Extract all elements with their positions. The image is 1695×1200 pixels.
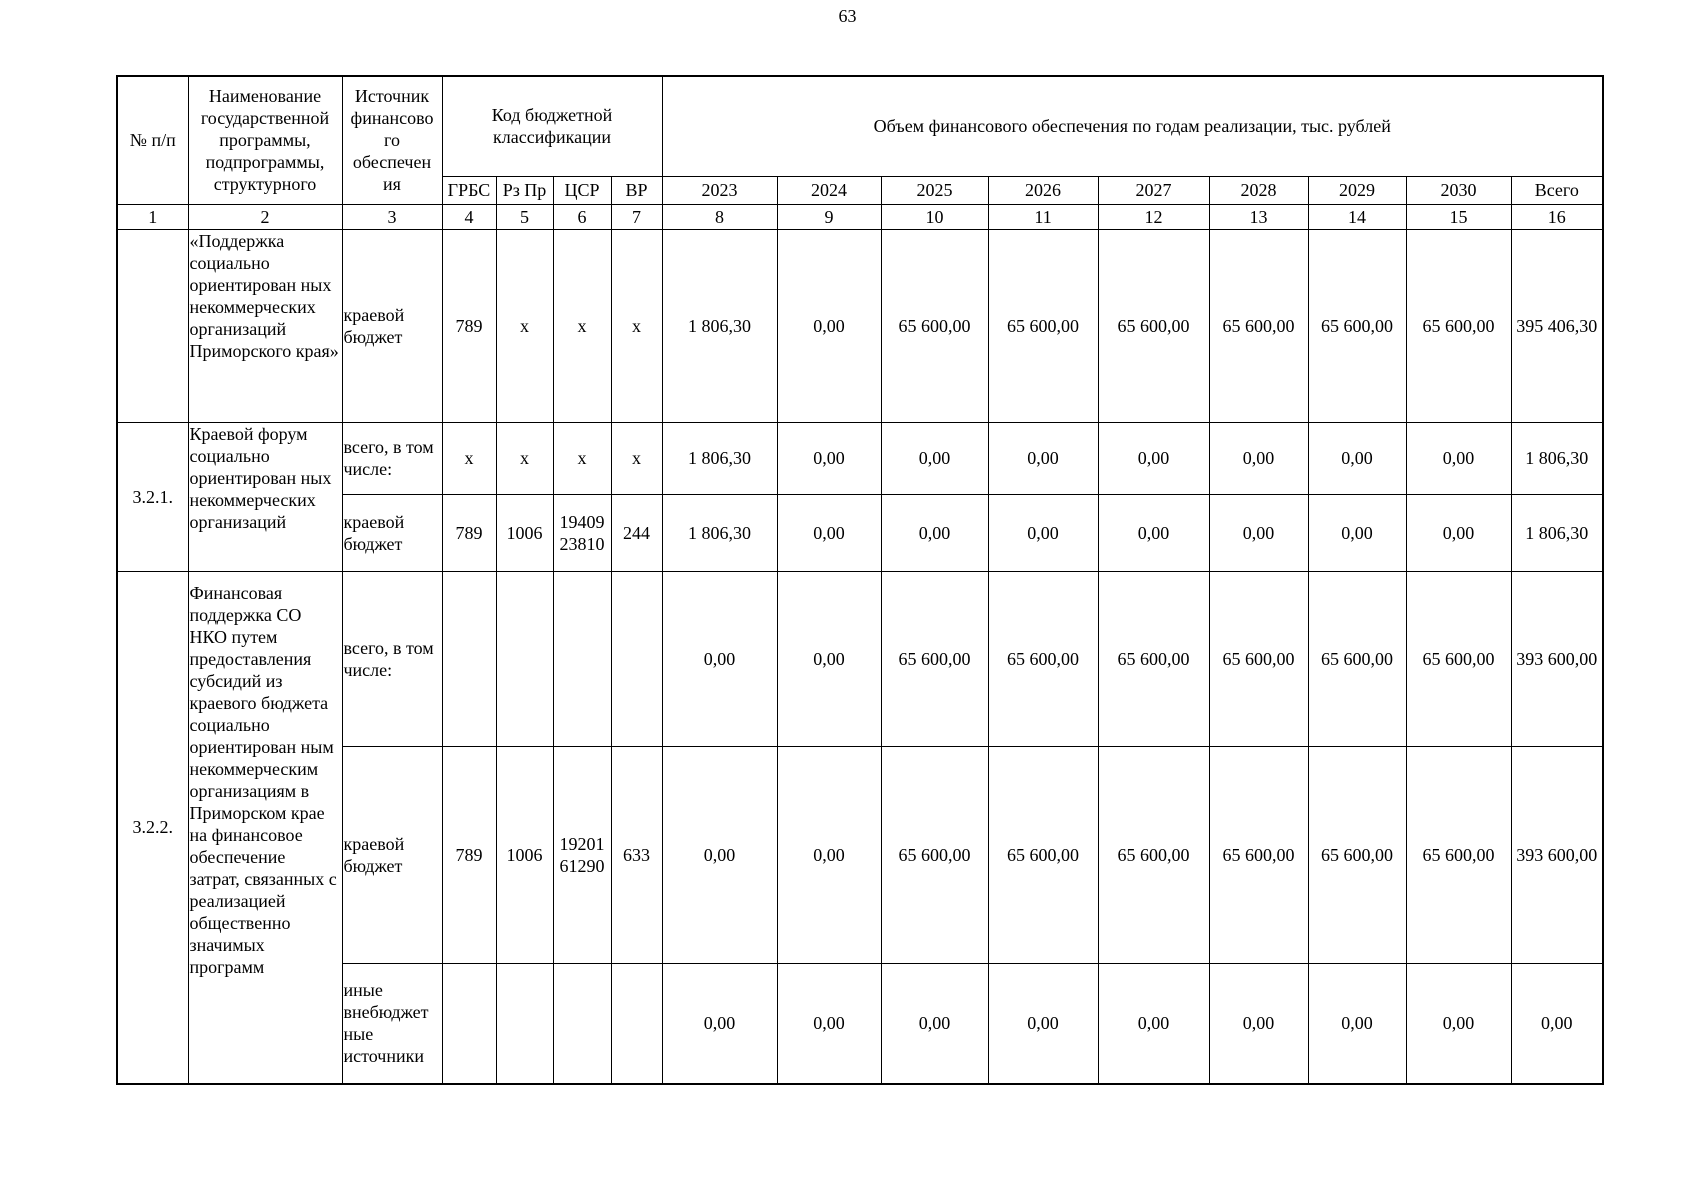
cell-total: 1 806,30 [1511,422,1603,494]
cell-total: 395 406,30 [1511,229,1603,422]
header-kbk: Код бюджетной классификации [442,76,662,176]
cell-vr: х [611,422,662,494]
column-number: 2 [188,204,342,229]
cell-csr [553,963,611,1084]
cell-grbs: 789 [442,494,496,571]
column-number-row [117,204,1603,229]
cell-value: 0,00 [662,571,777,746]
budget-table [116,75,1604,1085]
column-number: 6 [553,204,611,229]
header-num: № п/п [117,76,188,204]
cell-value: 0,00 [777,422,881,494]
cell-csr [553,571,611,746]
cell-value: 0,00 [1308,963,1406,1084]
header-source: Источник финансово го обеспечен ия [342,76,442,204]
cell-value: 0,00 [1406,422,1511,494]
table-row [117,229,1603,422]
cell-value: 65 600,00 [1308,746,1406,963]
cell-value: 1 806,30 [662,229,777,422]
cell-total: 393 600,00 [1511,746,1603,963]
table-row [117,422,1603,494]
cell-grbs [442,571,496,746]
row-name: Краевой форум социально ориентирован ных некоммерческих организаций [188,422,342,571]
cell-grbs: 789 [442,229,496,422]
cell-value: 0,00 [1209,494,1308,571]
cell-value: 65 600,00 [1209,746,1308,963]
cell-value: 0,00 [777,494,881,571]
column-number: 8 [662,204,777,229]
cell-rzpr [496,963,553,1084]
page-number: 63 [838,6,857,26]
column-number: 5 [496,204,553,229]
header-vr: ВР [611,176,662,204]
row-source: краевой бюджет [342,746,442,963]
cell-grbs [442,963,496,1084]
row-source: краевой бюджет [342,229,442,422]
header-row-1 [117,76,1603,176]
cell-rzpr [496,571,553,746]
row-source: иные внебюджет ные источники [342,963,442,1084]
cell-value: 0,00 [881,422,988,494]
header-year: 2028 [1209,176,1308,204]
cell-value: 0,00 [1098,963,1209,1084]
cell-vr: х [611,229,662,422]
cell-value: 0,00 [1098,494,1209,571]
cell-value: 65 600,00 [1406,746,1511,963]
cell-rzpr: х [496,229,553,422]
cell-value: 65 600,00 [881,746,988,963]
column-number: 14 [1308,204,1406,229]
row-number: 3.2.1. [117,422,188,571]
header-year: 2030 [1406,176,1511,204]
column-number: 16 [1511,204,1603,229]
cell-value: 0,00 [1098,422,1209,494]
cell-value: 0,00 [777,963,881,1084]
header-rzpr: Рз Пр [496,176,553,204]
cell-csr: х [553,422,611,494]
row-source: всего, в том числе: [342,422,442,494]
column-number: 3 [342,204,442,229]
cell-value: 0,00 [1406,963,1511,1084]
cell-value: 65 600,00 [988,571,1098,746]
cell-value: 65 600,00 [988,746,1098,963]
header-year: 2025 [881,176,988,204]
cell-value: 65 600,00 [1209,229,1308,422]
cell-value: 65 600,00 [1098,571,1209,746]
cell-vr: 633 [611,746,662,963]
cell-value: 1 806,30 [662,422,777,494]
cell-value: 0,00 [777,746,881,963]
cell-value: 65 600,00 [1406,571,1511,746]
cell-value: 0,00 [662,746,777,963]
cell-rzpr: 1006 [496,494,553,571]
cell-value: 0,00 [881,494,988,571]
cell-total: 0,00 [1511,963,1603,1084]
cell-rzpr: х [496,422,553,494]
header-year: 2029 [1308,176,1406,204]
cell-total: 1 806,30 [1511,494,1603,571]
cell-value: 0,00 [881,963,988,1084]
cell-total: 393 600,00 [1511,571,1603,746]
cell-value: 0,00 [988,422,1098,494]
column-number: 13 [1209,204,1308,229]
table-row [117,571,1603,746]
header-year: 2024 [777,176,881,204]
cell-value: 0,00 [1209,963,1308,1084]
cell-value: 65 600,00 [1308,229,1406,422]
cell-value: 0,00 [1308,422,1406,494]
header-year: 2023 [662,176,777,204]
column-number: 7 [611,204,662,229]
row-source: всего, в том числе: [342,571,442,746]
cell-value: 65 600,00 [1406,229,1511,422]
column-number: 9 [777,204,881,229]
row-number: 3.2.2. [117,571,188,1084]
cell-value: 0,00 [1209,422,1308,494]
cell-value: 0,00 [988,963,1098,1084]
header-total: Всего [1511,176,1603,204]
cell-grbs: 789 [442,746,496,963]
cell-value: 1 806,30 [662,494,777,571]
column-number: 4 [442,204,496,229]
cell-vr [611,571,662,746]
cell-vr: 244 [611,494,662,571]
cell-value: 0,00 [1406,494,1511,571]
cell-value: 0,00 [777,571,881,746]
header-name: Наименование государственной программы, подпрограммы, структурного [188,76,342,204]
column-number: 10 [881,204,988,229]
cell-csr: 19201 61290 [553,746,611,963]
column-number: 1 [117,204,188,229]
cell-value: 0,00 [662,963,777,1084]
cell-value: 0,00 [777,229,881,422]
header-volume: Объем финансового обеспечения по годам реализации, тыс. рублей [662,76,1603,176]
cell-rzpr: 1006 [496,746,553,963]
row-name: «Поддержка социально ориентирован ных некоммерческих организаций Приморского края» [188,229,342,422]
row-name: Финансовая поддержка СО НКО путем предоставления субсидий из краевого бюджета социально ориентирован ным некоммерческим организациям в Приморском крае на финансовое обеспечение затрат, связанных с реализацией общественно значимых программ [188,571,342,1084]
cell-value: 65 600,00 [988,229,1098,422]
cell-csr: х [553,229,611,422]
cell-grbs: х [442,422,496,494]
row-source: краевой бюджет [342,494,442,571]
column-number: 12 [1098,204,1209,229]
cell-value: 65 600,00 [1209,571,1308,746]
cell-value: 65 600,00 [1098,229,1209,422]
column-number: 15 [1406,204,1511,229]
row-number [117,229,188,422]
cell-csr: 19409 23810 [553,494,611,571]
cell-value: 65 600,00 [881,229,988,422]
cell-value: 0,00 [988,494,1098,571]
header-year: 2026 [988,176,1098,204]
cell-vr [611,963,662,1084]
cell-value: 65 600,00 [1098,746,1209,963]
cell-value: 65 600,00 [881,571,988,746]
cell-value: 0,00 [1308,494,1406,571]
header-grbs: ГРБС [442,176,496,204]
header-year: 2027 [1098,176,1209,204]
column-number: 11 [988,204,1098,229]
header-csr: ЦСР [553,176,611,204]
cell-value: 65 600,00 [1308,571,1406,746]
